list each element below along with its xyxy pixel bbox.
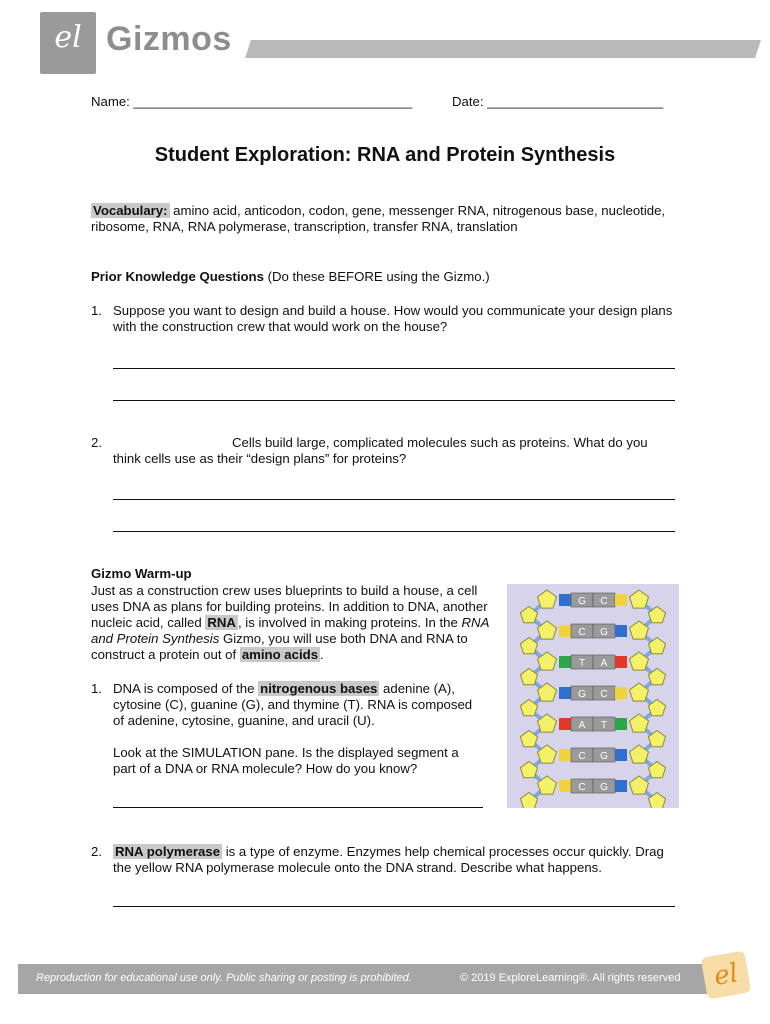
warmup-intro-end: . [320, 647, 324, 662]
base-left-end [559, 656, 571, 668]
highlight-amino-acids: amino acids [241, 647, 319, 662]
date-field [452, 94, 663, 110]
base-right-end [615, 594, 627, 606]
base-right-end [615, 687, 627, 699]
base-letter-right: A [600, 658, 608, 669]
name-line: ______________________________________ [133, 94, 413, 109]
gizmo-name: RNA and Protein Synthesis [91, 615, 489, 646]
base-left-end [559, 718, 571, 730]
prior-knowledge-heading [91, 269, 681, 285]
base-right-end [615, 656, 627, 668]
base-letter-left: C [578, 782, 586, 793]
base-letter-right: C [600, 596, 608, 607]
warmup-q1-prompt: Look at the SIMULATION pane. Is the displayed segment a part of a DNA or RNA molecule? How do you know? [113, 745, 459, 776]
prior-q1-number: 1. [91, 303, 102, 318]
date-line: ________________________ [487, 94, 664, 109]
prior-q1-text: Suppose you want to design and build a house. How would you communicate your design plans with the construction crew that would work on the house? [113, 303, 673, 334]
prior-q2-number: 2. [91, 435, 102, 450]
dna-segment-svg [507, 584, 679, 808]
answer-line-q2a[interactable] [113, 499, 675, 500]
answer-line-warmup-q1[interactable] [113, 807, 483, 808]
base-letter-right: G [600, 751, 608, 762]
date-label: Date: [452, 94, 484, 109]
base-right-end [615, 780, 627, 792]
base-left-end [559, 594, 571, 606]
answer-line-warmup-q2[interactable] [113, 906, 675, 907]
warmup-q1-a: DNA is composed of the [113, 681, 259, 696]
header-bar [245, 40, 761, 58]
base-letter-left: T [578, 658, 586, 669]
highlight-rna: RNA [207, 615, 236, 630]
base-letter-right: T [600, 720, 608, 731]
page-title: Student Exploration: RNA and Protein Synthesis [154, 144, 616, 166]
name-label: Name: [91, 94, 130, 109]
base-letter-left: A [578, 720, 586, 731]
base-left-end [559, 625, 571, 637]
sugar-right [630, 590, 649, 608]
footer-copyright: © 2019 ExploreLearning®. All rights reserved [460, 972, 681, 984]
highlight-rna-polymerase: RNA polymerase [115, 844, 221, 859]
answer-line-q1a[interactable] [113, 368, 675, 369]
prior-heading: Prior Knowledge Questions [91, 269, 264, 284]
warmup-q2-number: 2. [91, 844, 102, 859]
explorelearning-logo-icon: el [54, 20, 82, 55]
explorelearning-footer-logo-icon: el [701, 950, 752, 999]
base-right-end [615, 718, 627, 730]
warmup-q2-text [113, 844, 673, 876]
base-letter-left: C [578, 627, 586, 638]
base-letter-right: C [600, 689, 608, 700]
base-letter-left: G [578, 689, 586, 700]
highlight-nitrogenous-bases: nitrogenous bases [260, 681, 378, 696]
warmup-q2-body: is a type of enzyme. Enzymes help chemical processes occur quickly. Drag the yellow RNA polymerase molecule onto the DNA strand. Describe what happens. [113, 844, 664, 875]
warmup-intro [91, 583, 491, 663]
base-letter-right: G [600, 782, 608, 793]
warmup-heading: Gizmo Warm-up [91, 566, 192, 581]
prior-note: (Do these BEFORE using the Gizmo.) [263, 269, 490, 284]
dna-segment-figure [507, 584, 679, 808]
base-letter-left: G [578, 596, 586, 607]
base-letter-left: C [578, 751, 586, 762]
prior-q2-text: Cells build large, complicated molecules such as proteins. What do you think cells use as their “design plans” for proteins? [113, 435, 648, 466]
footer-notice: Reproduction for educational use only. Public sharing or posting is prohibited. [36, 972, 412, 984]
base-right-end [615, 625, 627, 637]
base-left-end [559, 687, 571, 699]
vocabulary-paragraph [91, 203, 681, 235]
warmup-intro-1: Just as a construction crew uses blueprints to build a house, a cell uses DNA as plans for building proteins. In addition to DNA, another nucleic acid, called [91, 583, 488, 630]
name-field [91, 94, 412, 110]
warmup-intro-2: , is involved in making proteins. In the [237, 615, 462, 630]
warmup-q1-b: adenine (A), cytosine (C), guanine (G), and thymine (T). RNA is composed of adenine, cytosine, guanine, and uracil (U). [113, 681, 473, 728]
base-letter-right: G [600, 627, 608, 638]
base-right-end [615, 749, 627, 761]
base-left-end [559, 749, 571, 761]
sugar-left [538, 590, 557, 608]
warmup-q1-number: 1. [91, 681, 102, 696]
warmup-intro-3: Gizmo, you will use both DNA and RNA to construct a protein out of [91, 631, 468, 662]
warmup-q1-text [113, 681, 483, 729]
base-left-end [559, 780, 571, 792]
vocabulary-terms: amino acid, anticodon, codon, gene, messenger RNA, nitrogenous base, nucleotide, ribosome, RNA, RNA polymerase, transcription, transfer RNA, translation [91, 203, 666, 234]
answer-line-q1b[interactable] [113, 400, 675, 401]
answer-line-q2b[interactable] [113, 531, 675, 532]
vocabulary-label: Vocabulary: [93, 203, 168, 218]
brand-name: Gizmos [106, 20, 232, 58]
